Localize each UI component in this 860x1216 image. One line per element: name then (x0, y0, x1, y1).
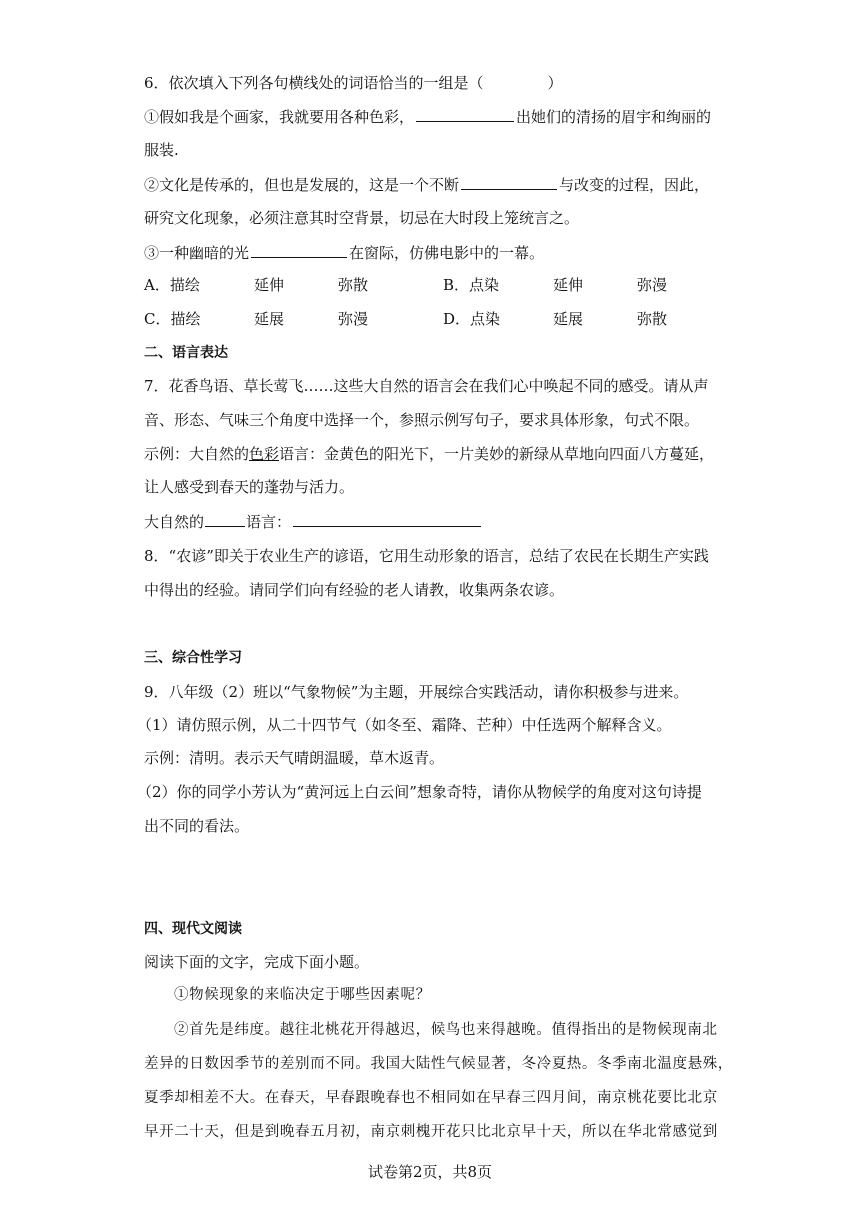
q6-s2-part-a: ②文化是传承的，但也是发展的，这是一个不断 (144, 176, 460, 194)
reading-paragraph-2-line-3: 夏季却相差不大。在春天，早春跟晚春也不相同如在早春三四月间，南京桃花要比北京 (144, 1090, 718, 1106)
q9-example: 示例：清明。表示天气晴朗温暖，草木返青。 (144, 749, 445, 767)
q7-blank-answer (293, 511, 481, 527)
q9-part-2-cont: 出不同的看法。 (144, 817, 250, 835)
q7-example-text: 语言：金黄色的阳光下，一片美妙的新绿从草地向四面八方蔓延， (279, 445, 715, 463)
q7-example-prefix: 示例：大自然的 (144, 445, 250, 463)
q6-option-b: B．点染 (443, 276, 500, 294)
q6-option-c-word-2: 延展 (254, 310, 285, 328)
reading-intro: 阅读下面的文字，完成下面小题。 (144, 953, 370, 971)
q6-option-a-word-2: 延伸 (254, 276, 285, 294)
q6-sentence-1 (144, 106, 711, 127)
section-3-heading: 三、综合性学习 (144, 650, 242, 666)
section-2-heading: 二、语言表达 (144, 345, 228, 361)
q7-line-1: 7．花香鸟语、草长莺飞……这些大自然的语言会在我们心中唤起不同的感受。请从声 (144, 377, 709, 395)
q7-blank-aspect (205, 511, 245, 527)
q7-fill-label: 语言： (246, 513, 292, 531)
q6-option-d-word-2: 延展 (553, 310, 584, 328)
q6-blank-2 (461, 174, 557, 190)
q6-option-d-word-3: 弥散 (637, 310, 668, 328)
q7-example (144, 444, 714, 464)
q6-sentence-2 (144, 174, 709, 195)
q6-blank-1 (416, 106, 514, 122)
q9-part-1: （1）请仿照示例，从二十四节气（如冬至、霜降、芒种）中任选两个解释含义。 (137, 716, 672, 734)
q6-option-c: C．描绘 (144, 310, 201, 328)
q6-sentence-1-cont: 服装. (144, 141, 179, 159)
reading-paragraph-2-line-2: 差异的日数因季节的差别而不同。我国大陆性气候显著，冬冷夏热。冬季南北温度悬殊， (144, 1056, 733, 1072)
q6-s1-part-a: ①假如我是个画家，我就要用各种色彩， (144, 108, 415, 126)
q6-s1-part-b: 出她们的清扬的眉宇和绚丽的 (516, 108, 712, 126)
q6-option-a: A．描绘 (144, 276, 200, 294)
q6-option-b-word-3: 弥漫 (637, 276, 668, 294)
q7-line-4: 让人感受到春天的蓬勃与活力。 (144, 478, 355, 496)
q6-option-d: D．点染 (443, 310, 501, 328)
page-footer: 试卷第2页，共8页 (367, 1163, 493, 1181)
q9-part-2: （2）你的同学小芳认为“黄河远上白云间”想象奇特，请你从物候学的角度对这句诗提 (137, 783, 702, 801)
q6-sentence-3 (144, 242, 544, 263)
q9-line-1: 9．八年级（2）班以“气象物候”为主题，开展综合实践活动，请你积极参与进来。 (144, 683, 689, 701)
q6-stem-text: 6．依次填入下列各句横线处的词语恰当的一组是（ (144, 74, 484, 92)
q6-option-b-word-2: 延伸 (553, 276, 584, 294)
q8-line-2: 中得出的经验。请同学们向有经验的老人请教，收集两条农谚。 (144, 581, 565, 599)
q6-blank-3 (251, 242, 347, 258)
q6-stem-close: ） (547, 74, 563, 92)
reading-paragraph-2-line-1: ②首先是纬度。越往北桃花开得越迟，候鸟也来得越晚。值得指出的是物候现南北 (174, 1022, 718, 1038)
q7-line-2: 音、形态、气味三个角度中选择一个，参照示例写句子，要求具体形象，句式不限。 (144, 411, 700, 429)
q6-s2-part-b: 与改变的过程，因此， (559, 176, 710, 194)
q6-option-a-word-3: 弥散 (338, 276, 369, 294)
q6-sentence-2-cont: 研究文化现象，必须注意其时空背景，切忌在大时段上笼统言之。 (144, 209, 580, 227)
q6-option-c-word-3: 弥漫 (338, 310, 369, 328)
q8-line-1: 8．“农谚”即关于农业生产的谚语，它用生动形象的语言，总结了农民在长期生产实践 (144, 547, 709, 565)
section-4-heading: 四、现代文阅读 (144, 921, 242, 937)
q7-example-underlined: 色彩 (249, 445, 280, 463)
q6-s3-part-a: ③一种幽暗的光 (144, 244, 250, 262)
q7-fill-prefix: 大自然的 (144, 513, 205, 531)
q7-fill-line (144, 511, 481, 532)
reading-paragraph-1: ①物候现象的来临决定于哪些因素呢？ (174, 987, 431, 1003)
q6-stem (144, 73, 563, 93)
q6-s3-part-b: 在窗际，仿佛电影中的一幕。 (349, 244, 545, 262)
reading-paragraph-2-line-4: 早开二十天，但是到晚春五月初，南京刺槐开花只比北京早十天，所以在华北常感觉到 (144, 1124, 718, 1140)
